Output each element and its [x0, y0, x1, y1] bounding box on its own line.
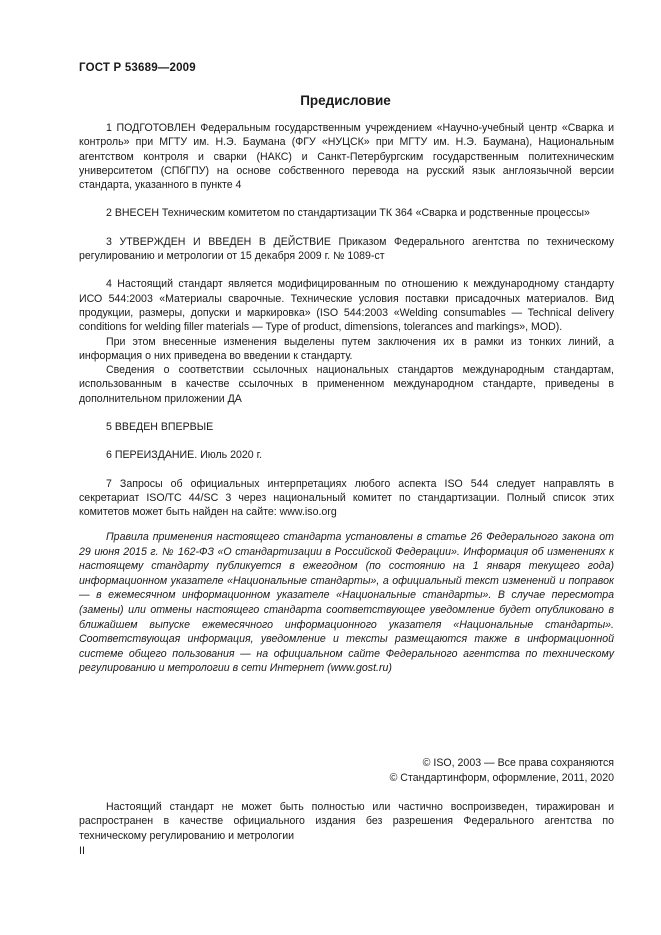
paragraph-prepared: 1 ПОДГОТОВЛЕН Федеральным государственным учреждением «Научно-учебный центр «Сварка и контроль» при МГТУ им. Н.Э. Баумана (ФГУ «НУЦСК» при МГТУ им. Н.Э. Баумана), Национальным агентством контроля и сварки (НАКС) и Санкт-Петербургским государственным политехническим университетом (СПбГПУ) на основе собственного перевода на русский язык англоязычной версии стандарта, указанного в пункте 4: [79, 122, 614, 192]
standard-code-header: ГОСТ Р 53689—2009: [79, 62, 196, 74]
paragraph-first-introduced: 5 ВВЕДЕН ВПЕРВЫЕ: [106, 421, 214, 434]
copyright-iso: © ISO, 2003 — Все права сохраняются: [422, 757, 614, 769]
paragraph-references: Сведения о соответствии ссылочных национальных стандартов международным стандартам, использованным в качестве ссылочных в примененном международном стандарте, приведены в дополнительном приложении ДА: [79, 364, 614, 405]
paragraph-introduced: 2 ВНЕСЕН Техническим комитетом по стандартизации ТК 364 «Сварка и родственные процессы»: [106, 207, 590, 220]
copyright-standartinform: © Стандартинформ, оформление, 2011, 2020: [389, 772, 614, 784]
paragraph-changes: При этом внесенные изменения выделены путем заключения их в рамки из тонких линий, а информация о них приведена во введении к стандарту.: [79, 335, 614, 362]
rules-notice-text: Правила применения настоящего стандарта установлены в статье 26 Федерального закона от 29 июня 2015 г. № 162-ФЗ «О стандартизации в Российской Федерации». Информация об изменениях к настоящему стандарту публикуется в ежегодном (по состоянию на 1 января текущего года) информационном указателе «Национальные стандарты», а официальный текст изменений и поправок — в ежемесячном информационном указателе «Национальные стандарты». В случае пересмотра (замены) или отмены настоящего стандарта соответствующее уведомление будет опубликовано в ближайшем выпуске ежемесячного информационного указателя «Национальные стандарты». Соответствующая информация, уведомление и тексты размещаются также в информационной системе общего пользования — на официальном сайте Федерального агентства по техническому регулированию и метрологии в сети Интернет (www.gost.ru): [79, 531, 614, 675]
preface-body: [79, 121, 614, 520]
page-title: [0, 93, 661, 108]
page-number: II: [79, 845, 85, 857]
rules-notice: [79, 530, 614, 676]
paragraph-reissue: 6 ПЕРЕИЗДАНИЕ. Июль 2020 г.: [106, 449, 263, 462]
paragraph-approved: 3 УТВЕРЖДЕН И ВВЕДЕН В ДЕЙСТВИЕ Приказом Федерального агентства по техническому регулированию и метрологии от 15 декабря 2009 г. № 1089-ст: [79, 235, 614, 263]
paragraph-inquiries: 7 Запросы об официальных интерпретациях любого аспекта ISO 544 следует направлять в секретариат ISO/TC 44/SC 3 через национальный комитет по стандартизации. Полный список этих комитетов может быть найден на сайте: www.iso.org: [79, 477, 614, 519]
title-text: Предисловие: [300, 93, 391, 108]
copyright-block: [390, 756, 614, 786]
reproduction-notice-text: Настоящий стандарт не может быть полностью или частично воспроизведен, тиражирован и распространен в качестве официального издания без разрешения Федерального агентства по техническому регулированию и метрологии: [79, 801, 614, 842]
reproduction-notice: [79, 800, 614, 843]
paragraph-modified: 4 Настоящий стандарт является модифицированным по отношению к международному стандарту ИСО 544:2003 «Материалы сварочные. Технические условия поставки присадочных материалов. Вид продукции, размеры, допуски и маркировка» (ISO 544:2003 «Welding consumables — Technical delivery conditions for welding filler materials — Type of product, dimensions, tolerances and markings», MOD).: [79, 278, 614, 334]
